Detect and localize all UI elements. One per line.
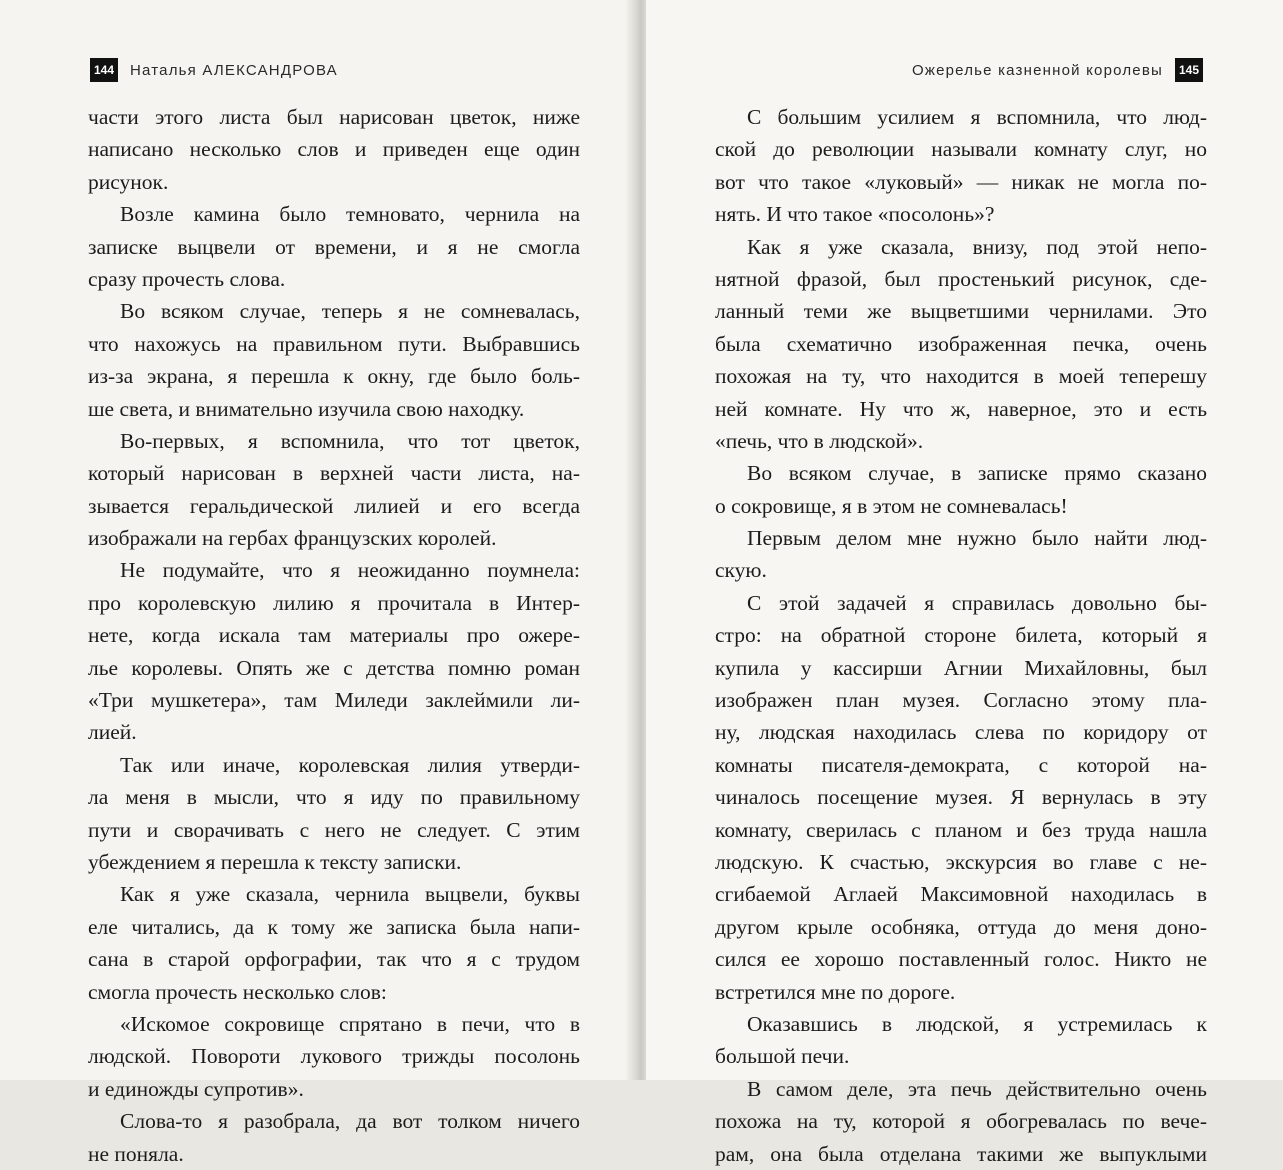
text-line: ской до революции называли комнату слуг, но [715, 137, 1207, 162]
text-line: убеждением я перешла к тексту записки. [88, 849, 462, 874]
left-page-text [88, 101, 580, 1170]
text-line: Во-первых, я вспомнила, что тот цветок, [120, 428, 580, 453]
text-line: о сокровище, я в этом не сомневалась! [715, 493, 1068, 518]
text-line: В самом деле, эта печь действительно очень [747, 1076, 1207, 1101]
text-line: «Три мушкетера», там Миледи заклеймили ли- [88, 688, 580, 713]
right-running-title: Ожерелье казненной королевы [911, 61, 1163, 79]
text-line: скую. [715, 558, 767, 583]
text-line: изображали на гербах французских королей. [88, 526, 497, 551]
right-page-number: 145 [1175, 58, 1203, 82]
text-line: людскую. К счастью, экскурсия во главе с не- [715, 849, 1207, 874]
text-line: встретился мне по дороге. [715, 979, 956, 1004]
text-line: части этого листа был нарисован цветок, ниже [88, 105, 580, 129]
text-line: ланный теми же выцветшими чернилами. Это [715, 299, 1207, 324]
text-line: купила у кассирши Агнии Михайловны, был [715, 655, 1207, 680]
text-line: Во всяком случае, теперь я не сомневалась, [120, 299, 580, 324]
text-line: изображен план музея. Согласно этому пла- [715, 688, 1207, 713]
text-line: была схематично изображенная печка, очень [715, 331, 1207, 356]
text-line: людской. Повороти лукового трижды посолонь [88, 1044, 580, 1069]
text-line: Так или иначе, королевская лилия утверди- [120, 752, 580, 777]
left-running-title: Наталья АЛЕКСАНДРОВА [130, 61, 338, 79]
text-line: Слова-то я разобрала, да вот толком ничего [120, 1109, 580, 1134]
text-line: ла меня в мысли, что я иду по правильному [88, 785, 580, 810]
text-line: другом крыле особняка, оттуда до меня доно- [715, 914, 1207, 939]
text-line: стро: на обратной стороне билета, который я [715, 623, 1207, 648]
text-line: Оказавшись в людской, я устремилась к [747, 1011, 1207, 1036]
text-line: зывается геральдической лилией и его всегда [88, 493, 580, 518]
left-running-head [90, 56, 338, 84]
text-line: Не подумайте, что я неожиданно поумнела: [120, 558, 580, 583]
text-line: рисунок. [88, 169, 169, 194]
text-line: «печь, что в людской». [715, 428, 924, 453]
text-line: нете, когда искала там материалы про ожере- [88, 623, 580, 648]
text-line: лье королевы. Опять же с детства помню роман [88, 655, 580, 680]
text-line: комнаты писателя-демократа, с которой на- [715, 752, 1207, 777]
text-line: сразу прочесть слова. [88, 266, 286, 291]
text-line: сгибаемой Аглаей Максимовной находилась в [715, 882, 1207, 907]
text-line: большой печи. [715, 1044, 850, 1069]
text-line: Возле камина было темновато, чернила на [120, 202, 580, 227]
text-line: сана в старой орфографии, так что я с трудом [88, 947, 580, 972]
text-line: С этой задачей я справилась довольно бы- [747, 590, 1207, 615]
text-line: С большим усилием я вспомнила, что люд- [747, 105, 1207, 129]
text-line: «Искомое сокровище спрятано в печи, что в [120, 1011, 580, 1036]
text-line: похожа на ту, которой я обогревалась по вече- [715, 1109, 1207, 1134]
text-line: еле читались, да к тому же записка была напи- [88, 914, 580, 939]
left-page [0, 0, 636, 1166]
text-line: Во всяком случае, в записке прямо сказано [747, 461, 1207, 486]
text-line: написано несколько слов и приведен еще один [88, 137, 580, 162]
text-line: Как я уже сказала, внизу, под этой непо- [747, 234, 1207, 259]
text-line: рам, она была отделана такими же выпуклыми [715, 1141, 1207, 1166]
text-line: комнату, сверилась с планом и без труда нашла [715, 817, 1207, 842]
text-line: который нарисован в верхней части листа, на- [88, 461, 580, 486]
text-line: что нахожусь на правильном пути. Выбравшись [88, 331, 580, 356]
text-line: ну, людская находилась слева по коридору от [715, 720, 1207, 745]
text-line: не поняла. [88, 1141, 184, 1166]
text-line: сился ее хорошо поставленный голос. Никто не [715, 947, 1207, 972]
text-line: нять. И что такое «посолонь»? [715, 202, 995, 227]
text-line: из-за экрана, я перешла к окну, где было боль- [88, 364, 580, 389]
right-page-text [715, 101, 1207, 1170]
text-line: ше света, и внимательно изучила свою находку. [88, 396, 525, 421]
right-page [646, 0, 1283, 1166]
right-running-head [912, 56, 1203, 84]
text-line: лией. [88, 720, 137, 745]
text-line: записке выцвели от времени, и я не смогла [88, 234, 580, 259]
text-line: нятной фразой, был простенький рисунок, сде- [715, 266, 1207, 291]
text-line: про королевскую лилию я прочитала в Интер- [88, 590, 580, 615]
text-line: чиналось посещение музея. Я вернулась в эту [715, 785, 1207, 810]
text-line: Первым делом мне нужно было найти люд- [747, 526, 1207, 551]
text-line: вот что такое «луковый» — никак не могла по- [715, 169, 1207, 194]
text-line: Как я уже сказала, чернила выцвели, буквы [120, 882, 580, 907]
text-line: ней комнате. Ну что ж, наверное, это и есть [715, 396, 1207, 421]
text-line: пути и сворачивать с него не следует. С этим [88, 817, 580, 842]
left-page-number: 144 [90, 58, 118, 82]
text-line: смогла прочесть несколько слов: [88, 979, 387, 1004]
text-line: и единожды супротив». [88, 1076, 304, 1101]
text-line: похожая на ту, что находится в моей теперешу [715, 364, 1207, 389]
